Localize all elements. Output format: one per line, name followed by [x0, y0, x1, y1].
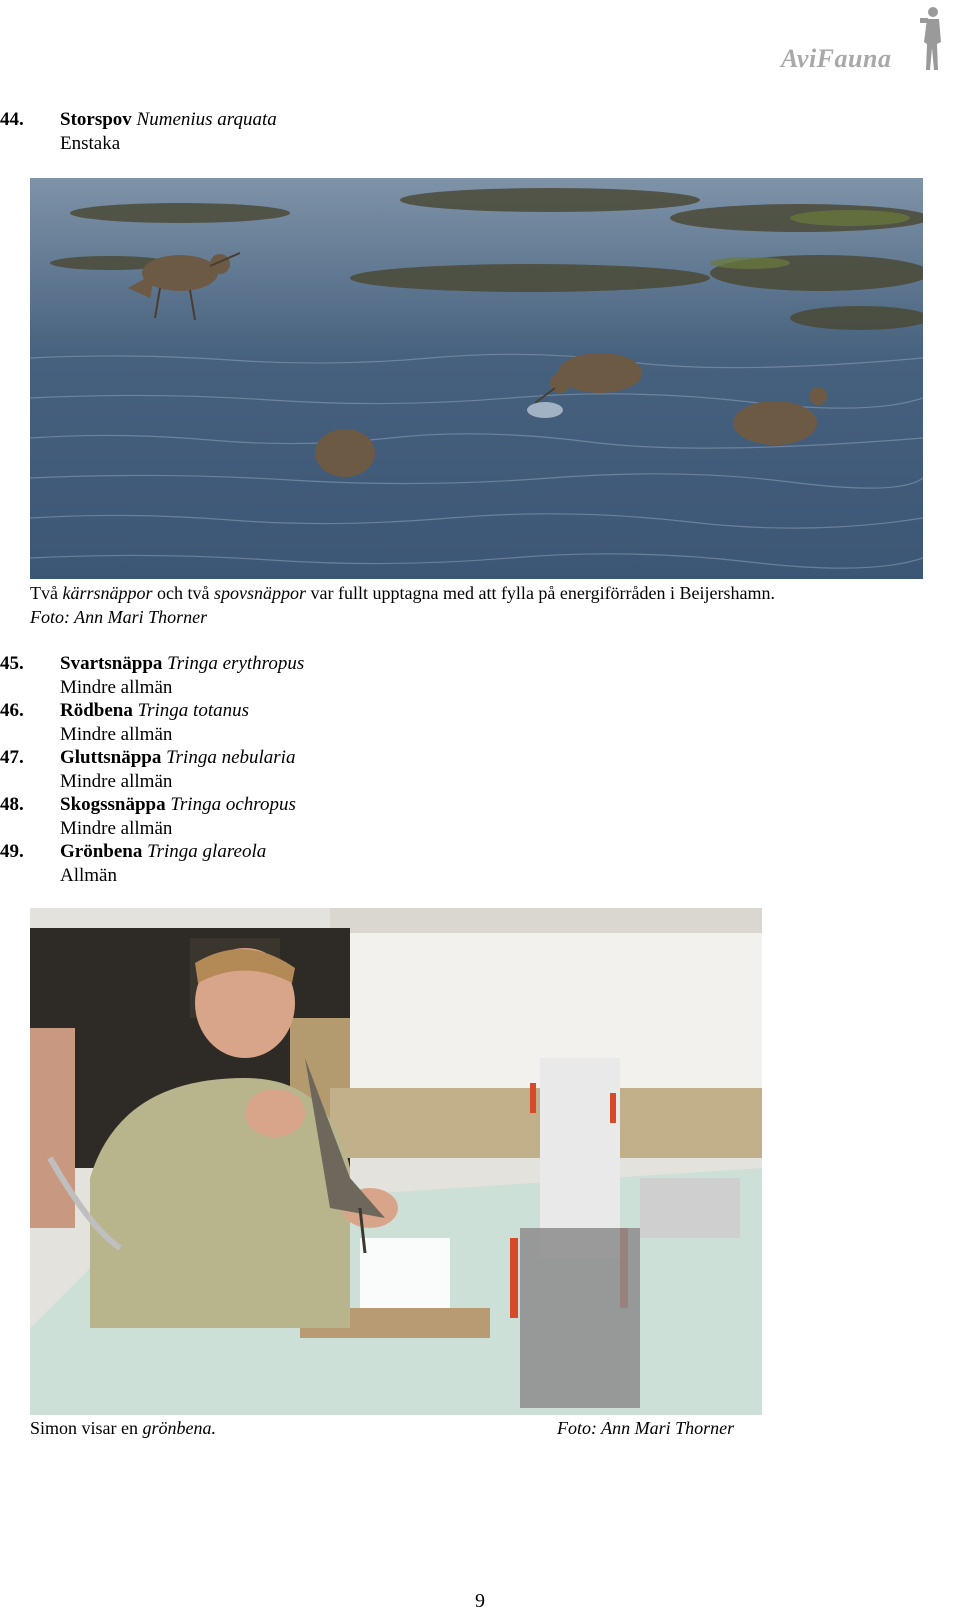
birdwatcher-figure-icon [917, 4, 947, 74]
logo-text: AviFauna [781, 44, 892, 73]
species-status: Mindre allmän [60, 818, 173, 839]
species-latin: Tringa nebularia [166, 747, 296, 768]
photo2-caption: Simon visar en grönbena. [30, 1418, 216, 1438]
avifauna-logo [775, 4, 950, 76]
entry-number: 47. [0, 747, 24, 768]
species-status: Mindre allmän [60, 771, 173, 792]
entry-number: 44. [0, 109, 24, 130]
species-status: Mindre allmän [60, 724, 173, 745]
photo1-caption: Två kärrsnäppor och två spovsnäppor var fullt upptagna med att fylla på energiförråden i Beijershamn. [30, 583, 776, 603]
species-name: Rödbena [60, 700, 133, 721]
species-status: Enstaka [60, 133, 121, 154]
species-name: Svartsnäppa [60, 653, 163, 674]
species-latin: Tringa ochropus [170, 794, 296, 815]
species-name: Gluttsnäppa [60, 747, 162, 768]
species-status: Mindre allmän [60, 677, 173, 698]
photo2-credit: Foto: Ann Mari Thorner [557, 1418, 735, 1438]
species-status: Allmän [60, 865, 117, 886]
species-latin: Tringa glareola [147, 841, 267, 862]
species-name: Skogssnäppa [60, 794, 166, 815]
species-latin: Tringa totanus [137, 700, 250, 721]
species-latin: Tringa erythropus [167, 653, 305, 674]
entry-number: 45. [0, 653, 24, 674]
species-name: Grönbena [60, 841, 143, 862]
ringing-station-photo [30, 908, 762, 1415]
page-number: 9 [475, 1590, 485, 1612]
species-latin: Numenius arquata [136, 109, 277, 130]
photo1-credit: Foto: Ann Mari Thorner [30, 607, 208, 627]
entry-number: 49. [0, 841, 24, 862]
entry-number: 46. [0, 700, 24, 721]
species-name: Storspov [60, 109, 132, 130]
entry-number: 48. [0, 794, 24, 815]
shorebirds-photo [30, 178, 923, 579]
